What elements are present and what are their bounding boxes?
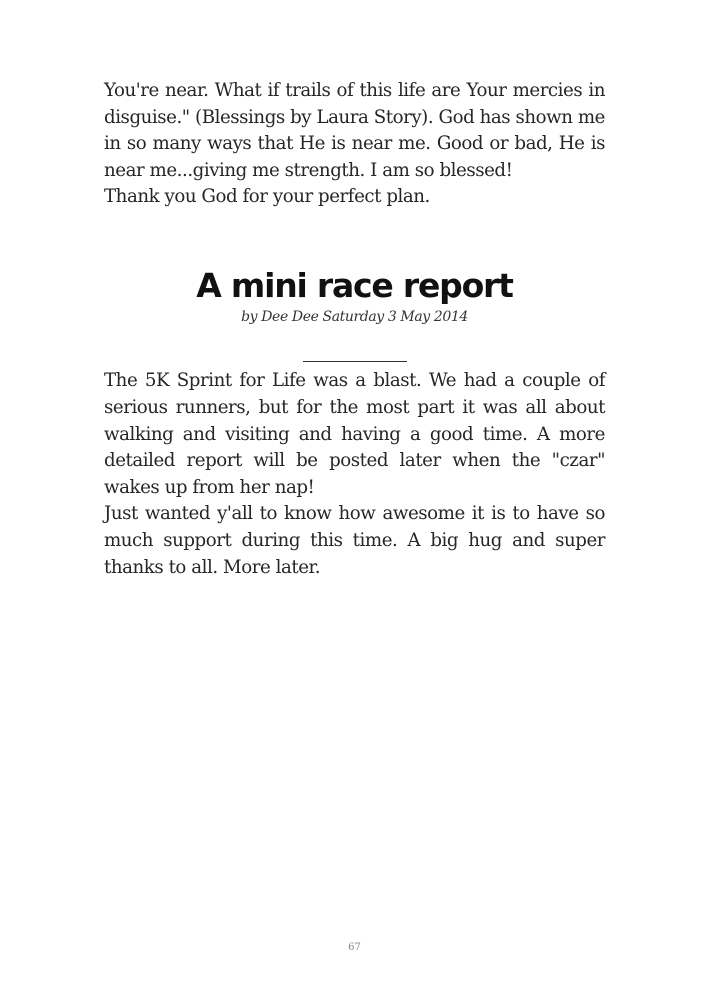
intro-paragraph: You're near. What if trails of this life are Your mercies in disguise." (Blessings by Laura Story). God has shown me in so many ways that He is near me. Good or bad, He is near me...giving me strength. I am so blessed! (104, 80, 605, 181)
page-content (104, 78, 605, 581)
intro-closing-line: Thank you God for your perfect plan. (104, 186, 430, 208)
post-title: A mini race report (196, 265, 513, 305)
post-byline: by Dee Dee Saturday 3 May 2014 (241, 308, 468, 325)
post-paragraph: Just wanted y'all to know how awesome it is to have so much support during this time. A big hug and super thanks to all. More later. (104, 503, 605, 578)
post-paragraph: The 5K Sprint for Life was a blast. We had a couple of serious runners, but for the most part it was all about walking and visiting and having a good time. A more detailed report will be posted later when the "czar" wakes up from her nap! (104, 370, 605, 498)
page-number: 67 (348, 942, 361, 953)
title-separator (303, 361, 407, 363)
